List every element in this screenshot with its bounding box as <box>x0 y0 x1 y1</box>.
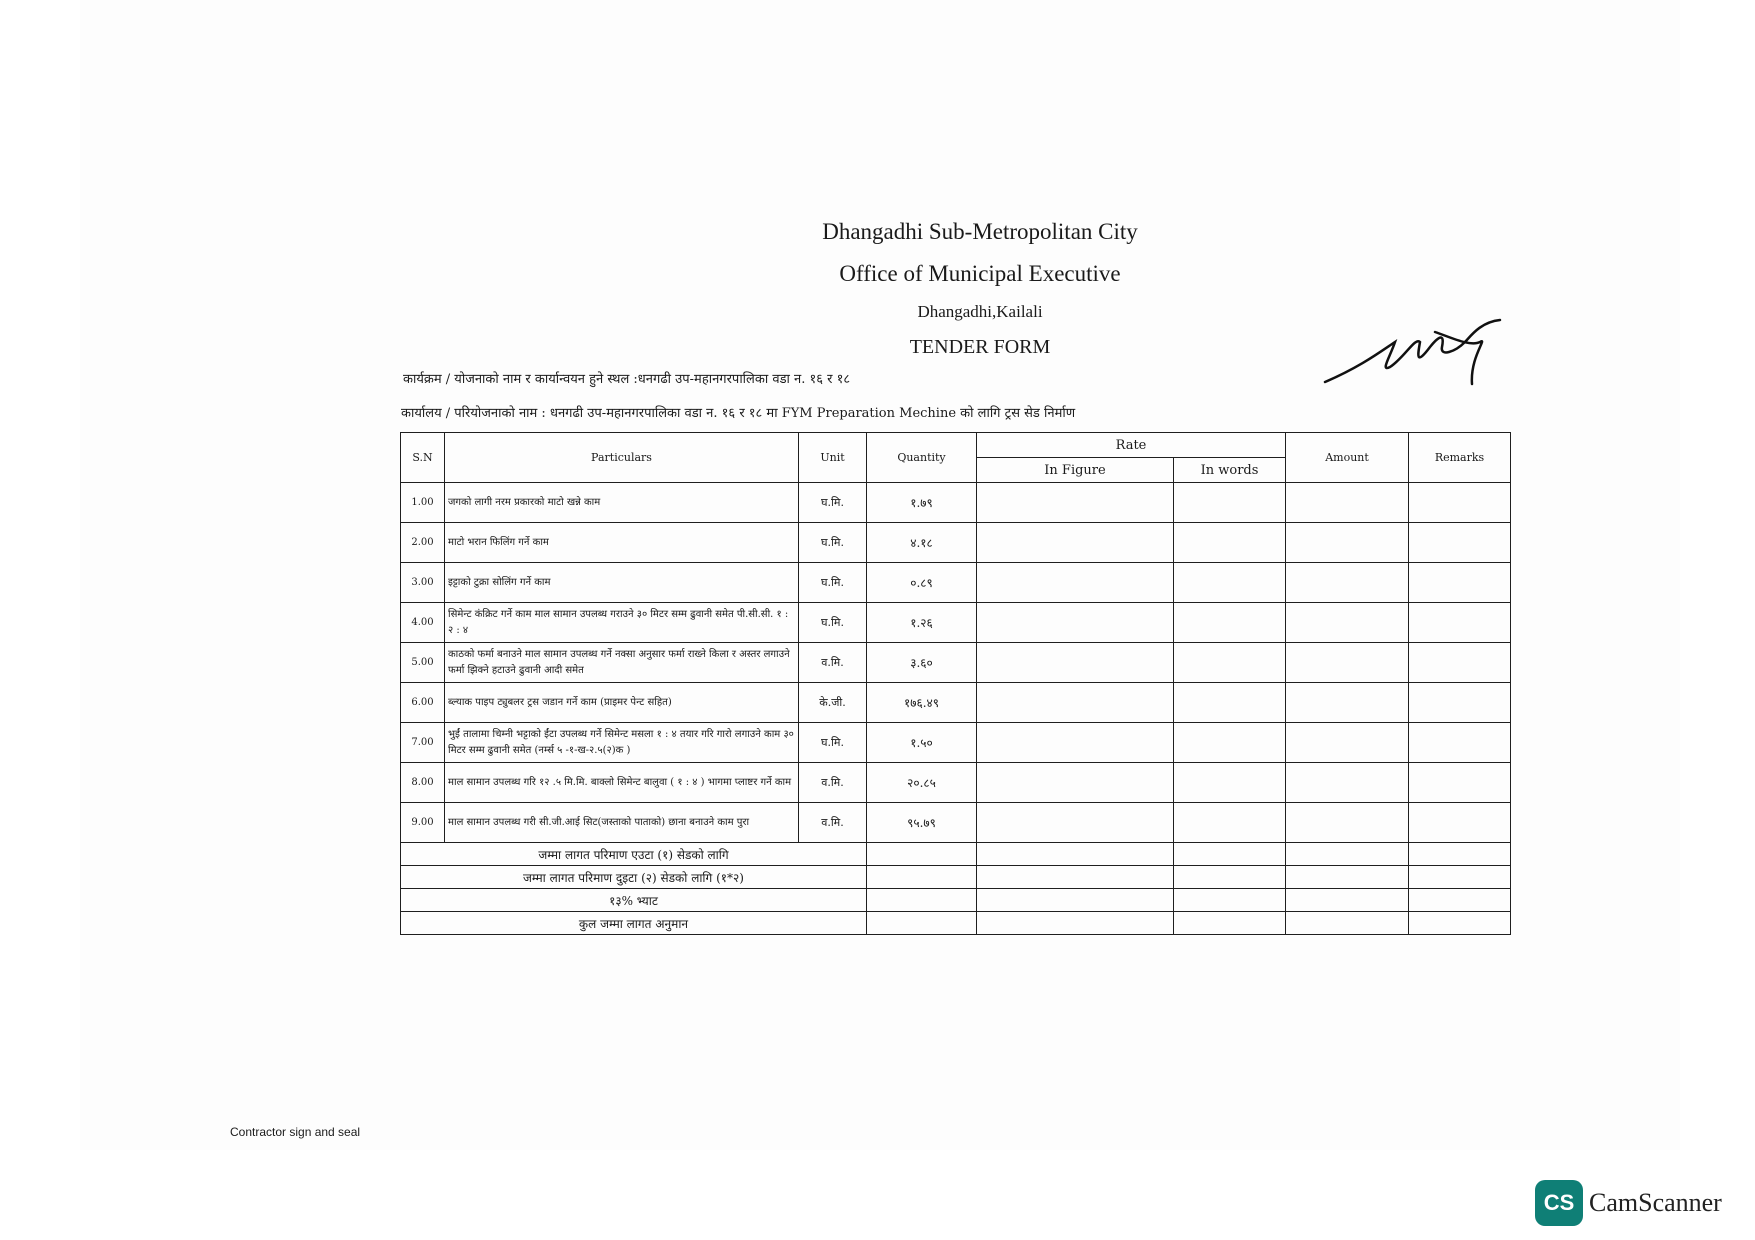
summary-amount[interactable] <box>1286 889 1409 912</box>
row-rate-words[interactable] <box>1174 763 1286 803</box>
row-remarks[interactable] <box>1409 643 1511 683</box>
row-quantity: १.२६ <box>867 603 977 643</box>
camscanner-logo-icon: CS <box>1535 1180 1583 1226</box>
header-remarks: Remarks <box>1409 433 1511 483</box>
row-rate-words[interactable] <box>1174 563 1286 603</box>
row-rate-figure[interactable] <box>977 523 1174 563</box>
row-amount[interactable] <box>1286 603 1409 643</box>
summary-label: १३% भ्याट <box>401 889 867 912</box>
row-sn: 8.00 <box>401 763 445 803</box>
row-quantity: २०.८५ <box>867 763 977 803</box>
row-quantity: ३.६० <box>867 643 977 683</box>
table-row <box>401 523 1511 563</box>
row-quantity: ४.१८ <box>867 523 977 563</box>
row-remarks[interactable] <box>1409 603 1511 643</box>
summary-rate-figure[interactable] <box>977 866 1174 889</box>
header-amount: Amount <box>1286 433 1409 483</box>
row-particulars: काठको फर्मा बनाउने माल सामान उपलब्ध गर्ने नक्सा अनुसार फर्मा राख्ने किला र अस्तर लगाउने फर्मा झिक्ने हटाउने ढुवानी आदी समेत <box>445 643 799 683</box>
summary-rate-figure[interactable] <box>977 912 1174 935</box>
row-particulars: जगको लागी नरम प्रकारको माटो खन्ने काम <box>445 483 799 523</box>
row-amount[interactable] <box>1286 763 1409 803</box>
row-quantity: १७६.४९ <box>867 683 977 723</box>
row-rate-figure[interactable] <box>977 643 1174 683</box>
row-unit: के.जी. <box>799 683 867 723</box>
table-row <box>401 683 1511 723</box>
summary-label: जम्मा लागत परिमाण दुइटा (२) सेडको लागि (१*२) <box>401 866 867 889</box>
header-quantity: Quantity <box>867 433 977 483</box>
table-row <box>401 803 1511 843</box>
row-sn: 5.00 <box>401 643 445 683</box>
summary-row <box>401 843 1511 866</box>
header-unit: Unit <box>799 433 867 483</box>
row-remarks[interactable] <box>1409 803 1511 843</box>
tender-table <box>400 432 1511 935</box>
row-amount[interactable] <box>1286 723 1409 763</box>
row-rate-figure[interactable] <box>977 603 1174 643</box>
row-particulars: माल सामान उपलब्ध गरि १२ .५ मि.मि. बाक्लो सिमेन्ट बालुवा ( १ : ४ ) भागमा प्लाष्टर गर्ने काम <box>445 763 799 803</box>
summary-amount[interactable] <box>1286 866 1409 889</box>
row-quantity: ०.८९ <box>867 563 977 603</box>
row-remarks[interactable] <box>1409 763 1511 803</box>
summary-row <box>401 866 1511 889</box>
row-unit: घ.मि. <box>799 563 867 603</box>
summary-row <box>401 889 1511 912</box>
summary-rate-figure[interactable] <box>977 889 1174 912</box>
header-particulars: Particulars <box>445 433 799 483</box>
row-rate-words[interactable] <box>1174 483 1286 523</box>
row-rate-words[interactable] <box>1174 643 1286 683</box>
row-rate-words[interactable] <box>1174 603 1286 643</box>
row-sn: 6.00 <box>401 683 445 723</box>
row-remarks[interactable] <box>1409 483 1511 523</box>
table-row <box>401 603 1511 643</box>
row-amount[interactable] <box>1286 643 1409 683</box>
summary-remarks[interactable] <box>1409 912 1511 935</box>
header-in-words: In words <box>1174 458 1286 483</box>
summary-label: कुल जम्मा लागत अनुमान <box>401 912 867 935</box>
form-title: TENDER FORM <box>909 336 1051 358</box>
row-rate-figure[interactable] <box>977 803 1174 843</box>
summary-quantity <box>867 866 977 889</box>
row-quantity: ९५.७९ <box>867 803 977 843</box>
row-rate-words[interactable] <box>1174 683 1286 723</box>
row-unit: व.मि. <box>799 763 867 803</box>
row-unit: घ.मि. <box>799 723 867 763</box>
row-amount[interactable] <box>1286 523 1409 563</box>
row-rate-figure[interactable] <box>977 723 1174 763</box>
row-particulars: माटो भरान फिलिंग गर्ने काम <box>445 523 799 563</box>
row-sn: 9.00 <box>401 803 445 843</box>
project-line: कार्यालय / परियोजनाको नाम : धनगढी उप-महानगरपालिका वडा न. १६ र १८ मा FYM Preparation Mechine को लागि ट्रस सेड निर्माण <box>401 406 1076 421</box>
summary-label: जम्मा लागत परिमाण एउटा (१) सेडको लागि <box>401 843 867 866</box>
program-line: कार्यक्रम / योजनाको नाम र कार्यान्वयन हुने स्थल :धनगढी उप-महानगरपालिका वडा न. १६ र १८ <box>403 372 851 387</box>
row-sn: 4.00 <box>401 603 445 643</box>
summary-quantity <box>867 912 977 935</box>
summary-amount[interactable] <box>1286 912 1409 935</box>
address: Dhangadhi,Kailali <box>917 302 1043 321</box>
signature-mark <box>1320 312 1510 392</box>
row-amount[interactable] <box>1286 563 1409 603</box>
camscanner-name: CamScanner <box>1589 1188 1722 1217</box>
office-name: Office of Municipal Executive <box>839 261 1121 286</box>
row-rate-figure[interactable] <box>977 483 1174 523</box>
row-amount[interactable] <box>1286 683 1409 723</box>
row-rate-figure[interactable] <box>977 763 1174 803</box>
row-particulars: सिमेन्ट कंक्रिट गर्ने काम माल सामान उपलब्ध गराउने ३० मिटर सम्म ढुवानी समेत पी.सी.सी. १ : २ : ४ <box>445 603 799 643</box>
summary-amount[interactable] <box>1286 843 1409 866</box>
row-rate-words[interactable] <box>1174 803 1286 843</box>
header-in-figure: In Figure <box>977 458 1174 483</box>
table-row <box>401 563 1511 603</box>
table-row <box>401 763 1511 803</box>
header-rate: Rate <box>977 433 1286 458</box>
row-particulars: ब्ल्याक पाइप ट्युबलर ट्रस जडान गर्ने काम (प्राइमर पेन्ट सहित) <box>445 683 799 723</box>
row-sn: 2.00 <box>401 523 445 563</box>
table-row <box>401 723 1511 763</box>
org-name: Dhangadhi Sub-Metropolitan City <box>822 219 1138 244</box>
row-particulars: भुईं तालामा चिम्नी भट्टाको ईंटा उपलब्ध गर्ने सिमेन्ट मसला १ : ४ तयार गरि गारो लगाउने काम ३० मिटर सम्म ढुवानी समेत (नर्म्स ५ -१-ख-२.५(२)क ) <box>445 723 799 763</box>
row-quantity: १.५० <box>867 723 977 763</box>
row-unit: घ.मि. <box>799 483 867 523</box>
summary-rate-words[interactable] <box>1174 889 1286 912</box>
row-rate-words[interactable] <box>1174 523 1286 563</box>
summary-rate-figure[interactable] <box>977 843 1174 866</box>
row-rate-figure[interactable] <box>977 683 1174 723</box>
row-particulars: माल सामान उपलब्ध गरी सी.जी.आई सिट(जस्ताको पाताको) छाना बनाउने काम पुरा <box>445 803 799 843</box>
row-sn: 3.00 <box>401 563 445 603</box>
row-quantity: १.७९ <box>867 483 977 523</box>
row-unit: घ.मि. <box>799 523 867 563</box>
row-remarks[interactable] <box>1409 683 1511 723</box>
summary-remarks[interactable] <box>1409 843 1511 866</box>
contractor-sign-label: Contractor sign and seal <box>230 1125 361 1139</box>
row-rate-words[interactable] <box>1174 723 1286 763</box>
row-rate-figure[interactable] <box>977 563 1174 603</box>
summary-remarks[interactable] <box>1409 889 1511 912</box>
row-remarks[interactable] <box>1409 523 1511 563</box>
summary-rate-words[interactable] <box>1174 912 1286 935</box>
summary-quantity <box>867 889 977 912</box>
table-row <box>401 643 1511 683</box>
row-sn: 7.00 <box>401 723 445 763</box>
summary-rate-words[interactable] <box>1174 843 1286 866</box>
row-amount[interactable] <box>1286 483 1409 523</box>
header-sn: S.N <box>401 433 445 483</box>
row-unit: व.मि. <box>799 643 867 683</box>
summary-remarks[interactable] <box>1409 866 1511 889</box>
row-sn: 1.00 <box>401 483 445 523</box>
summary-rate-words[interactable] <box>1174 866 1286 889</box>
summary-quantity <box>867 843 977 866</box>
row-unit: व.मि. <box>799 803 867 843</box>
row-remarks[interactable] <box>1409 723 1511 763</box>
summary-row <box>401 912 1511 935</box>
row-remarks[interactable] <box>1409 563 1511 603</box>
row-amount[interactable] <box>1286 803 1409 843</box>
camscanner-watermark <box>1535 1180 1722 1226</box>
table-row <box>401 483 1511 523</box>
row-particulars: इट्टाको टुक्रा सोलिंग गर्ने काम <box>445 563 799 603</box>
row-unit: घ.मि. <box>799 603 867 643</box>
